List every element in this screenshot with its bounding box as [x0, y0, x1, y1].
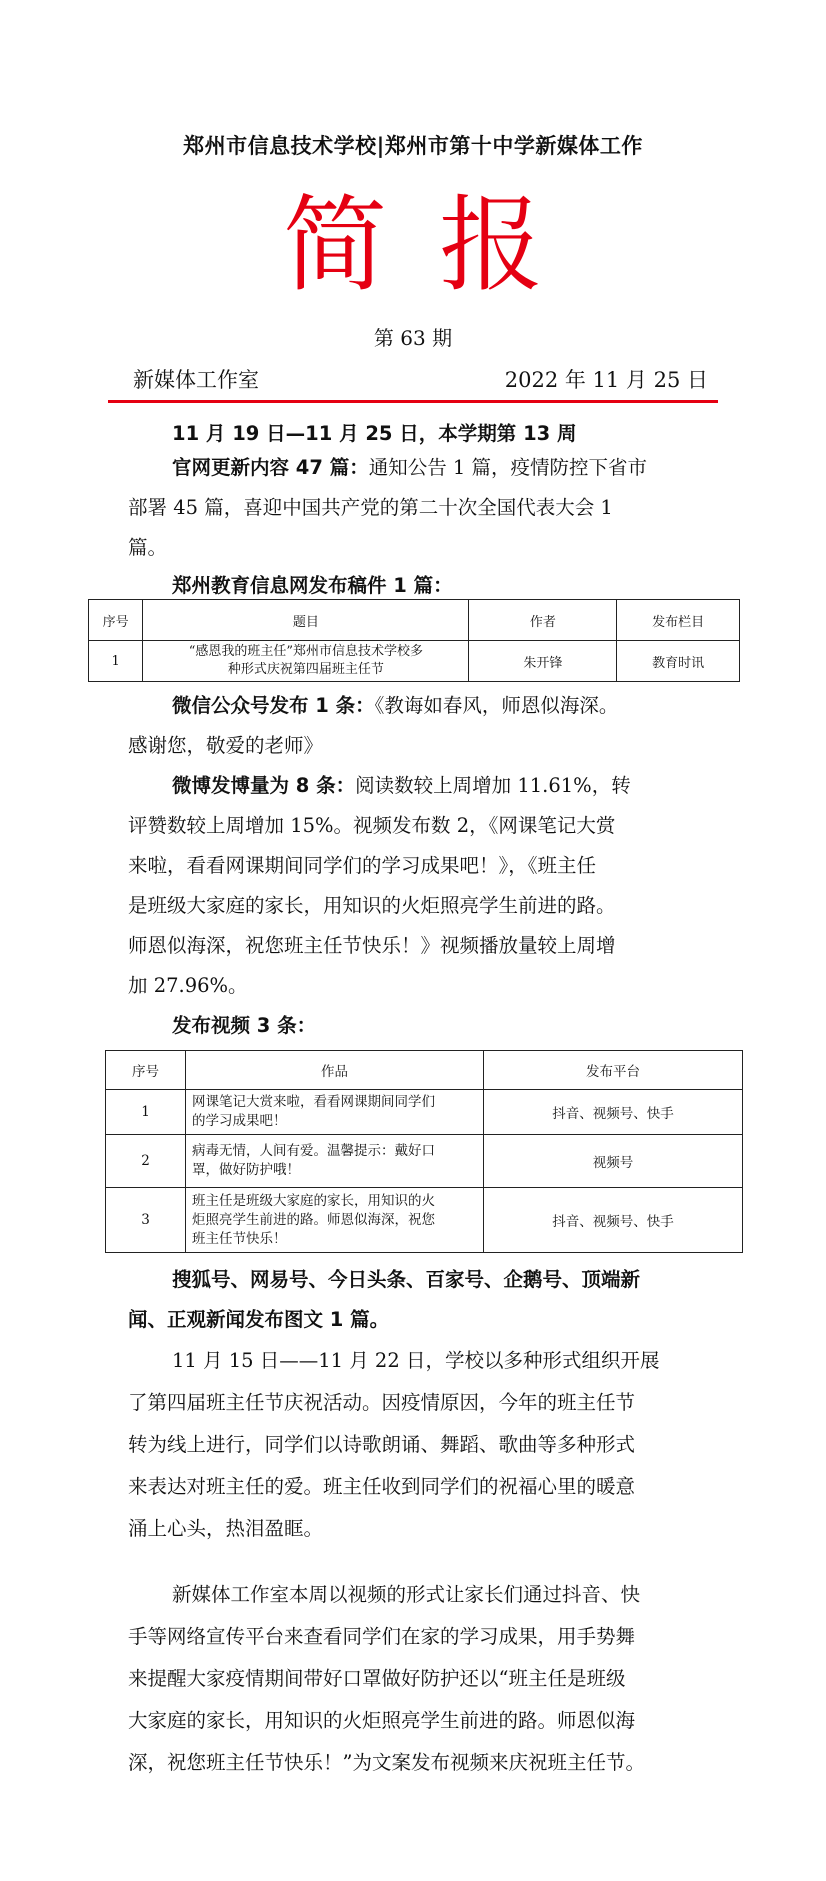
website-body-3: 篇。 — [128, 536, 168, 559]
weibo-heading: 微博发博量为 8 条： — [172, 774, 356, 797]
paragraph-line: 新媒体工作室本周以视频的形式让家长们通过抖音、快 — [172, 1583, 641, 1606]
week-line: 11 月 19 日—11 月 25 日，本学期第 13 周 — [172, 422, 577, 445]
column-header: 作者 — [469, 600, 617, 641]
table-header-row — [106, 1051, 743, 1090]
weibo-body-3: 来啦，看看网课期间同学们的学习成果吧！》，《班主任 — [128, 854, 597, 877]
video-work — [185, 1090, 483, 1135]
paragraph-line: 11 月 15 日——11 月 22 日，学校以多种形式组织开展 — [172, 1349, 660, 1372]
column-header: 序号 — [89, 600, 143, 641]
wechat-section — [128, 686, 708, 766]
row-number: 3 — [106, 1188, 186, 1253]
video-work-line: 的学习成果吧！ — [191, 1113, 287, 1129]
issue-number: 第 63 期 — [373, 326, 453, 350]
table-header-row — [89, 600, 740, 641]
red-divider — [108, 400, 718, 403]
edu-net-table — [88, 599, 740, 682]
wechat-body-2: 感谢您，敬爱的老师》 — [128, 734, 324, 757]
website-body-2: 部署 45 篇，喜迎中国共产党的第二十次全国代表大会 1 — [128, 496, 613, 519]
videos-table — [105, 1050, 743, 1253]
weibo-body-4: 是班级大家庭的家长，用知识的火炬照亮学生前进的路。 — [128, 894, 616, 917]
paragraph-studio — [128, 1574, 708, 1784]
paragraph-line: 转为线上进行，同学们以诗歌朗诵、舞蹈、歌曲等多种形式 — [128, 1433, 636, 1456]
website-heading: 官网更新内容 47 篇： — [172, 456, 369, 479]
video-platform: 抖音、视频号、快手 — [484, 1188, 743, 1253]
weibo-body-2: 评赞数较上周增加 15%。视频发布数 2，《网课笔记大赏 — [128, 814, 616, 837]
paragraph-line: 来表达对班主任的爱。班主任收到同学们的祝福心里的暖意 — [128, 1475, 636, 1498]
table-row — [106, 1090, 743, 1135]
table-row — [106, 1135, 743, 1188]
video-work-line: 班主任是班级大家庭的家长，用知识的火 — [191, 1192, 435, 1209]
paragraph-line: 了第四届班主任节庆祝活动。因疫情原因，今年的班主任节 — [128, 1391, 636, 1414]
weibo-body-1: 阅读数较上周增加 11.61%，转 — [355, 774, 631, 797]
column-header: 发布栏目 — [617, 600, 740, 641]
table-row — [89, 641, 740, 682]
wechat-heading: 微信公众号发布 1 条： — [172, 694, 375, 717]
weibo-body-5: 师恩似海深，祝您班主任节快乐！》视频播放量较上周增 — [128, 934, 616, 957]
briefing-title: 简报 — [282, 184, 595, 306]
video-work — [185, 1188, 483, 1253]
paragraph-line: 大家庭的家长，用知识的火炬照亮学生前进的路。师恩似海 — [128, 1709, 636, 1732]
article-author: 朱开锋 — [469, 641, 617, 682]
video-platform: 视频号 — [484, 1135, 743, 1188]
column-header: 发布平台 — [484, 1051, 743, 1090]
media-heading-1: 搜狐号、网易号、今日头条、百家号、企鹅号、顶端新 — [172, 1268, 641, 1291]
paragraph-line: 涌上心头，热泪盈眶。 — [128, 1517, 324, 1540]
website-body-1: 通知公告 1 篇，疫情防控下省市 — [368, 456, 648, 479]
table-row — [106, 1188, 743, 1253]
media-section — [128, 1260, 708, 1340]
media-heading-2: 闻、正观新闻发布图文 1 篇。 — [128, 1308, 390, 1331]
video-work — [185, 1135, 483, 1188]
row-number: 1 — [106, 1090, 186, 1135]
video-work-line: 病毒无情，人间有爱。温馨提示：戴好口 — [191, 1143, 435, 1159]
video-work-line: 网课笔记大赏来啦，看看网课期间同学们 — [191, 1094, 435, 1110]
article-column: 教育时讯 — [617, 641, 740, 682]
weibo-section — [128, 766, 708, 1006]
column-header: 序号 — [106, 1051, 186, 1090]
article-title-line: “感恩我的班主任”郑州市信息技术学校多 — [188, 644, 423, 659]
weibo-body-6: 加 27.96%。 — [128, 974, 248, 997]
website-section — [128, 448, 708, 568]
row-number: 2 — [106, 1135, 186, 1188]
edu-net-heading: 郑州教育信息网发布稿件 1 篇： — [172, 574, 453, 597]
video-platform: 抖音、视频号、快手 — [484, 1090, 743, 1135]
article-title — [143, 641, 469, 682]
studio-name: 新媒体工作室 — [133, 368, 259, 392]
issue-date: 2022 年 11 月 25 日 — [504, 368, 708, 392]
paragraph-line: 深，祝您班主任节快乐！”为文案发布视频来庆祝班主任节。 — [128, 1751, 645, 1774]
video-work-line: 罩，做好防护哦！ — [191, 1162, 300, 1178]
paragraph-line: 来提醒大家疫情期间带好口罩做好防护还以“班主任是班级 — [128, 1667, 626, 1690]
videos-heading: 发布视频 3 条： — [172, 1014, 317, 1037]
article-title-line: 种形式庆祝第四届班主任节 — [227, 662, 384, 677]
video-work-line: 炬照亮学生前进的路。师恩似海深，祝您 — [191, 1211, 435, 1228]
column-header: 题目 — [143, 600, 469, 641]
paragraph-activity — [128, 1340, 708, 1550]
row-number: 1 — [89, 641, 143, 682]
paragraph-line: 手等网络宣传平台来查看同学们在家的学习成果，用手势舞 — [128, 1625, 636, 1648]
video-work-line: 班主任节快乐！ — [191, 1230, 287, 1247]
wechat-body-1: 《教诲如春风，师恩似海深。 — [374, 694, 619, 717]
organization-title: 郑州市信息技术学校|郑州市第十中学新媒体工作 — [183, 134, 643, 158]
column-header: 作品 — [185, 1051, 483, 1090]
